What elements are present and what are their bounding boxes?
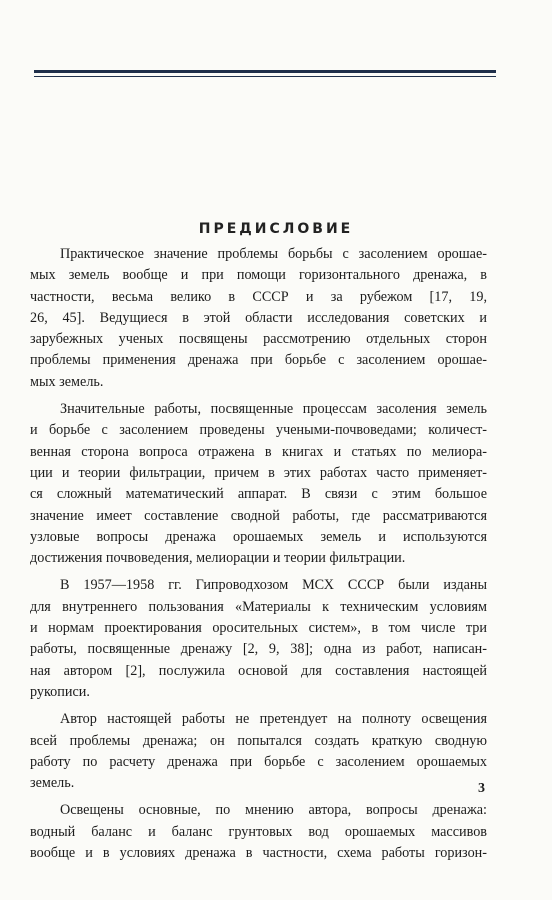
header-rule-thin [34, 76, 496, 77]
text-line: и борьбе с засолением проведены учеными-почвоведами; количест- [30, 422, 487, 439]
text-line: венная сторона вопроса отражена в книгах и статьях по мелиора- [30, 443, 487, 460]
text-line: проблемы применения дренажа при борьбе с засолением орошае- [30, 352, 487, 369]
text-line: Освещены основные, по мнению автора, вопросы дренажа: [60, 802, 487, 819]
text-line: работы, посвященные дренажу [2, 9, 38]; одна из работ, написан- [30, 641, 487, 658]
paragraph [30, 800, 487, 864]
text-line: узловые вопросы дренажа орошаемых земель и используются [30, 528, 487, 545]
paragraph [30, 399, 487, 569]
text-line: В 1957—1958 гг. Гипроводхозом МСХ СССР были изданы [60, 577, 487, 594]
header-rule-thick [34, 70, 496, 73]
text-line: ная автором [2], послужила основой для составления настоящей [30, 662, 487, 679]
text-line: рукописи. [30, 683, 90, 700]
text-line: частности, весьма велико в СССР и за рубежом [17, 19, [30, 288, 487, 305]
text-line: и нормам проектирования оросительных систем», в том числе три [30, 620, 487, 637]
text-line: ции и теории фильтрации, причем в этих работах часто применяет- [30, 464, 487, 481]
text-line: Автор настоящей работы не претендует на полноту освещения [60, 711, 487, 728]
text-line: ся сложный математический аппарат. В связи с этим большое [30, 486, 487, 503]
body-text [30, 244, 487, 870]
paragraph [30, 575, 487, 703]
section-heading: ПРЕДИСЛОВИЕ [198, 221, 354, 237]
paragraph [30, 244, 487, 393]
text-line: вообще и в условиях дренажа в частности, схема работы горизон- [30, 845, 487, 862]
text-line: водный баланс и баланс грунтовых вод орошаемых массивов [30, 823, 487, 840]
text-line: 26, 45]. Ведущиеся в этой области исследования советских и [30, 309, 487, 326]
text-line: Значительные работы, посвященные процессам засоления земель [60, 401, 487, 418]
text-line: всей проблемы дренажа; он попытался создать краткую сводную [30, 732, 487, 749]
text-line: мых земель вообще и при помощи горизонтального дренажа, в [30, 267, 487, 284]
text-line: для внутреннего пользования «Материалы к техническим условиям [30, 598, 487, 615]
page-number: 3 [478, 781, 485, 796]
text-line: земель. [30, 775, 75, 792]
text-line: значение имеет составление сводной работы, где рассматриваются [30, 507, 487, 524]
paragraph [30, 709, 487, 794]
text-line: Практическое значение проблемы борьбы с засолением орошае- [60, 246, 487, 262]
text-line: зарубежных ученых посвящены рассмотрению отдельных сторон [30, 331, 487, 348]
text-line: достижения почвоведения, мелиорации и теории фильтрации. [30, 550, 406, 567]
text-line: работу по расчету дренажа при борьбе с засолением орошаемых [30, 753, 487, 770]
text-line: мых земель. [30, 373, 104, 390]
